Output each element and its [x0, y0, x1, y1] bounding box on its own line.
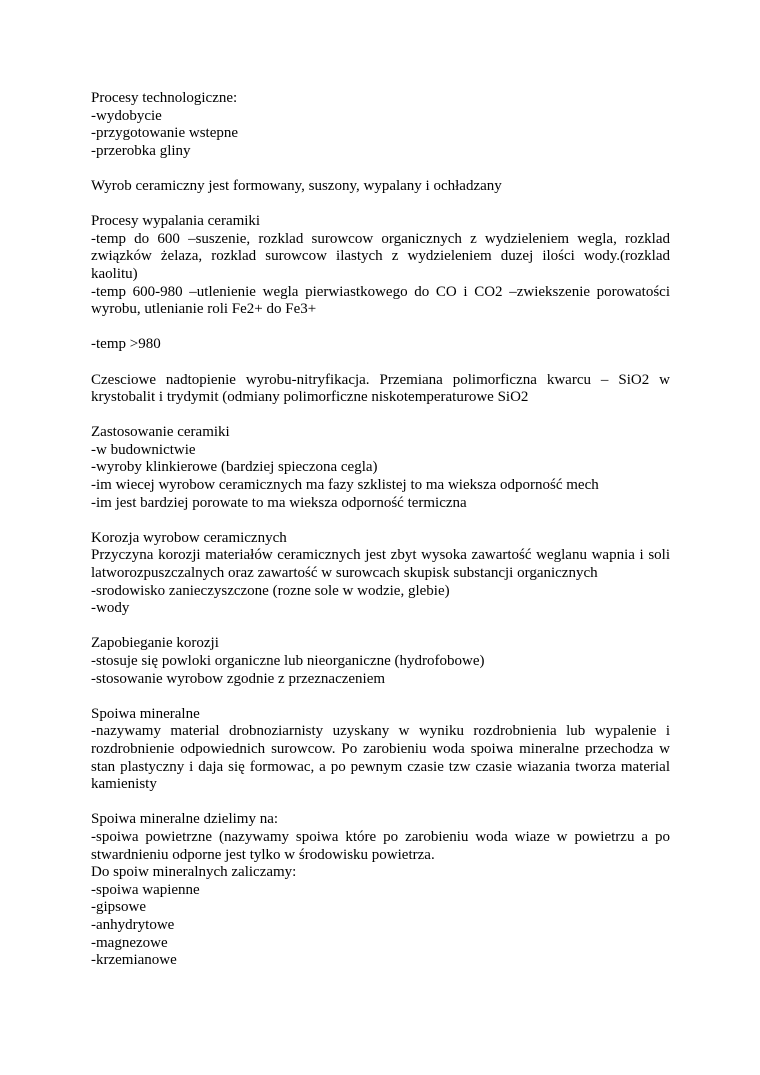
paragraph-gap — [91, 196, 670, 214]
paragraph: Czesciowe nadtopienie wyrobu-nitryfikacja. Przemiana polimorficzna kwarcu – SiO2 w krystobalit i trydymit (odmiany polimorficzne niskotemperaturowe SiO2 — [91, 371, 670, 406]
paragraph-gap — [91, 618, 670, 636]
list-item: -wody — [91, 600, 130, 617]
section-heading: Zapobieganie korozji — [91, 635, 219, 652]
section-heading: Korozja wyrobow ceramicznych — [91, 529, 287, 546]
section-heading: Procesy wypalania ceramiki — [91, 213, 261, 230]
section-heading: Spoiwa mineralne — [91, 705, 200, 722]
paragraph: -temp >980 — [91, 336, 161, 353]
list-item: -spoiwa wapienne — [91, 881, 200, 898]
list-item: -im wiecej wyrobow ceramicznych ma fazy szklistej to ma wieksza odporność mech — [91, 477, 599, 494]
list-item: -w budownictwie — [91, 441, 196, 458]
paragraph-gap — [91, 512, 670, 530]
list-item: -magnezowe — [91, 934, 168, 951]
list-item: -wydobycie — [91, 107, 162, 124]
paragraph: -nazywamy material drobnoziarnisty uzyskany w wyniku rozdrobnienia lub wypalenie i rozdrobnienie odpowiednich surowcow. Po zarobieniu woda spoiwa mineralne przechodza w stan plastyczny i daja się formowac, a po pewnym czasie tzw czasie wiazania tworza material kamienisty — [91, 723, 670, 793]
list-item: -gipsowe — [91, 899, 146, 916]
paragraph: -spoiwa powietrzne (nazywamy spoiwa które po zarobieniu woda wiaze w powietrzu a po stwardnieniu odporne jest tylko w środowisku powietrza. — [91, 828, 670, 863]
list-item: -przygotowanie wstepne — [91, 125, 239, 142]
list-item: -srodowisko zanieczyszczone (rozne sole w wodzie, glebie) — [91, 582, 450, 599]
section-heading: Procesy technologiczne: — [91, 90, 238, 106]
paragraph-gap — [91, 354, 670, 372]
paragraph-gap — [91, 407, 670, 425]
paragraph-gap — [91, 688, 670, 706]
paragraph: -temp 600-980 –utlenienie wegla pierwiastkowego do CO i CO2 –zwiekszenie porowatości wyrobu, utlenianie roli Fe2+ do Fe3+ — [91, 283, 670, 318]
list-item: -stosowanie wyrobow zgodnie z przeznaczeniem — [91, 670, 386, 687]
paragraph: Przyczyna korozji materiałów ceramicznych jest zbyt wysoka zawartość weglanu wapnia i soli latworozpuszczalnych oraz zawartość w surowcach skupisk substancji organicznych — [91, 547, 670, 582]
list-item: -stosuje się powloki organiczne lub nieorganiczne (hydrofobowe) — [91, 653, 485, 669]
paragraph: -temp do 600 –suszenie, rozklad surowcow organicznych z wydzieleniem wegla, rozklad związków żelaza, rozklad surowcow ilastych z wydzieleniem duzej ilości wody.(rozklad kaolitu) — [91, 230, 670, 282]
list-item: -przerobka gliny — [91, 142, 191, 159]
document-content — [91, 90, 670, 970]
list-item: -im jest bardziej porowate to ma wieksza odporność termiczna — [91, 494, 467, 511]
list-item: -wyroby klinkierowe (bardziej spieczona cegla) — [91, 459, 378, 476]
section-heading: Spoiwa mineralne dzielimy na: — [91, 811, 279, 828]
list-item: -anhydrytowe — [91, 916, 175, 933]
section-subheading: Do spoiw mineralnych zaliczamy: — [91, 864, 297, 881]
section-heading: Zastosowanie ceramiki — [91, 424, 230, 441]
paragraph: Wyrob ceramiczny jest formowany, suszony, wypalany i ochładzany — [91, 177, 502, 194]
list-item: -krzemianowe — [91, 952, 177, 969]
paragraph-gap — [91, 794, 670, 812]
paragraph-gap — [91, 160, 670, 178]
paragraph-gap — [91, 319, 670, 337]
